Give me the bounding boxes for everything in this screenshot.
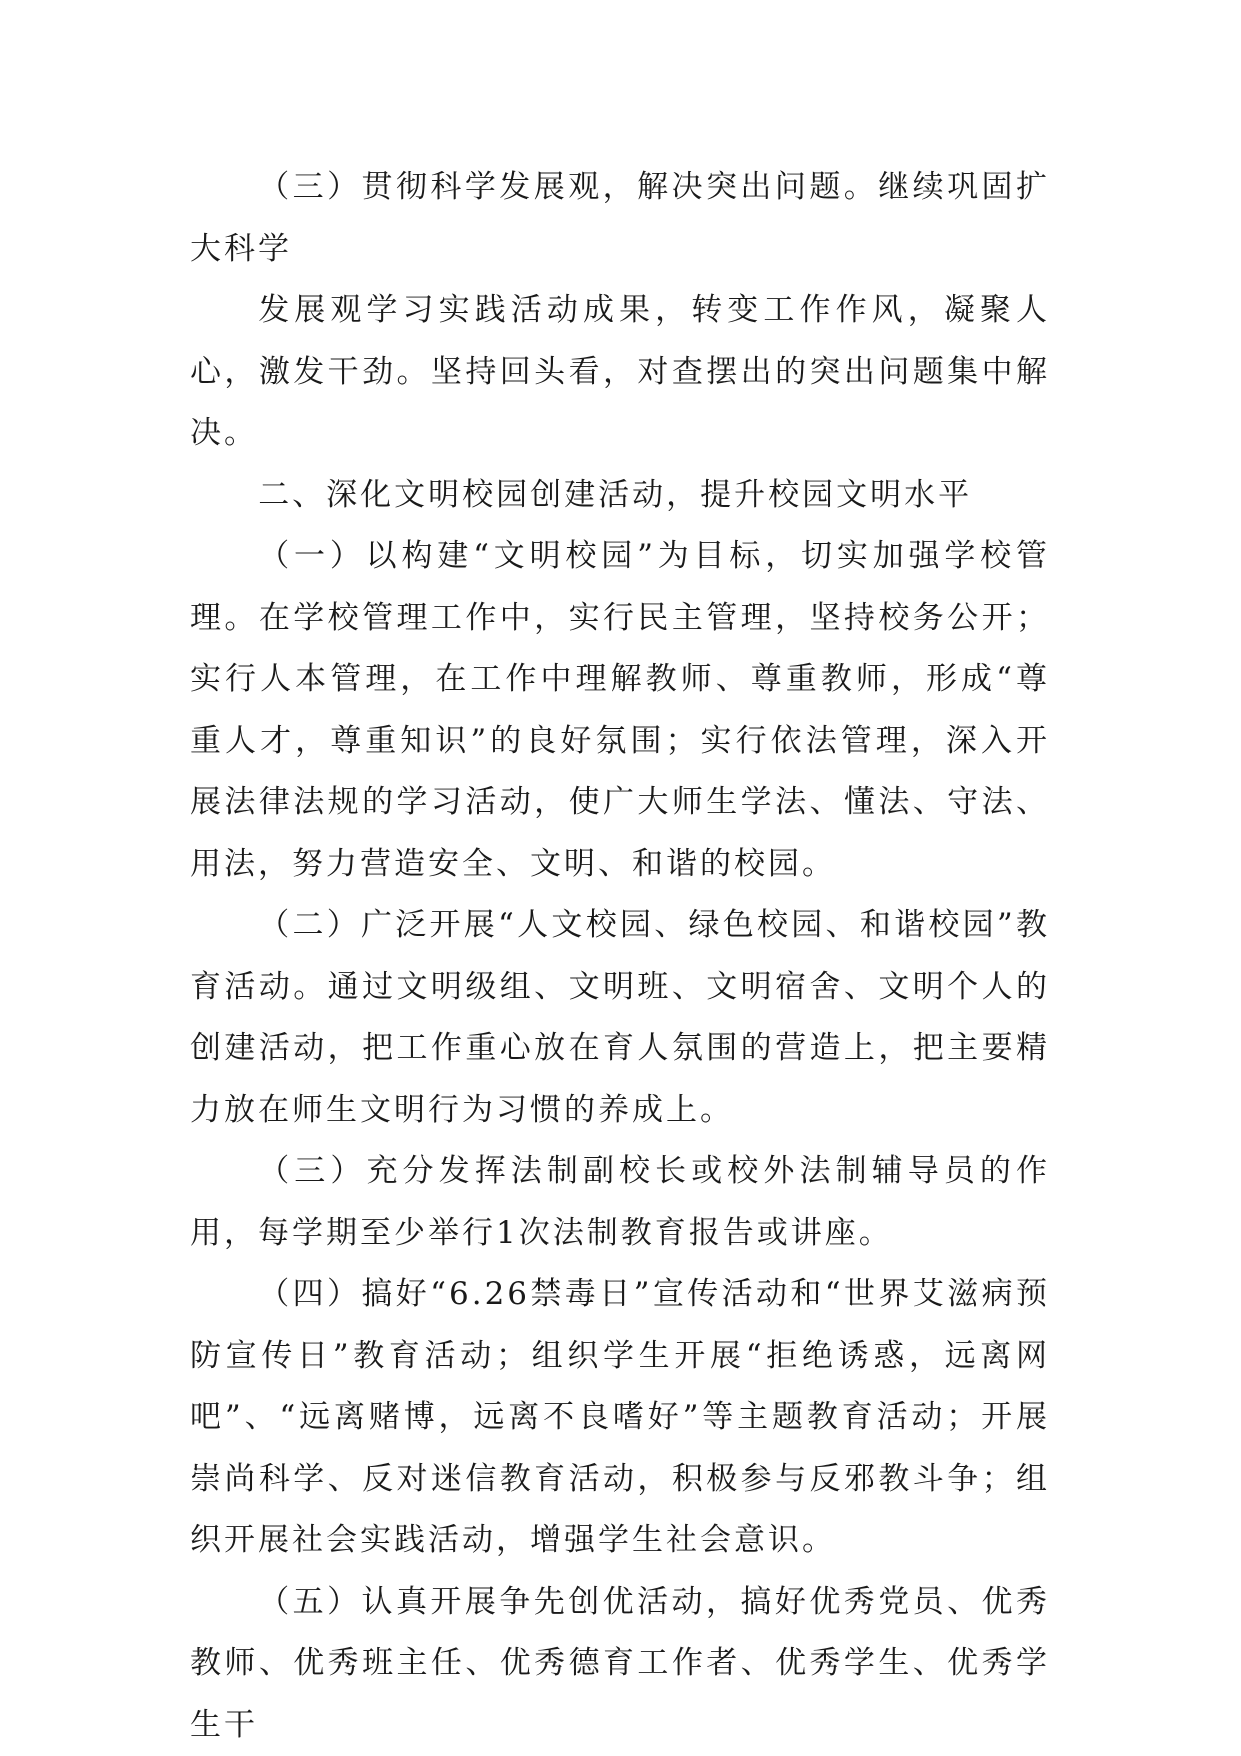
paragraph-section-3-body: 发展观学习实践活动成果，转变工作作风，凝聚人心，激发干劲。坚持回头看，对查摆出的突出问题集中解决。	[190, 280, 1050, 465]
paragraph-section-3-heading: （三）贯彻科学发展观，解决突出问题。继续巩固扩大科学	[190, 157, 1050, 280]
paragraph-item-4: （四）搞好“6.26禁毒日”宣传活动和“世界艾滋病预防宣传日”教育活动；组织学生开展“拒绝诱惑，远离网吧”、“远离赌博，远离不良嗜好”等主题教育活动；开展崇尚科学、反对迷信教育活动，积极参与反邪教斗争；组织开展社会实践活动，增强学生社会意识。	[190, 1264, 1050, 1572]
paragraph-item-1: （一）以构建“文明校园”为目标，切实加强学校管理。在学校管理工作中，实行民主管理，坚持校务公开；实行人本管理，在工作中理解教师、尊重教师，形成“尊重人才，尊重知识”的良好氛围；实行依法管理，深入开展法律法规的学习活动，使广大师生学法、懂法、守法、用法，努力营造安全、文明、和谐的校园。	[190, 526, 1050, 895]
paragraph-item-2: （二）广泛开展“人文校园、绿色校园、和谐校园”教育活动。通过文明级组、文明班、文明宿舍、文明个人的创建活动，把工作重心放在育人氛围的营造上，把主要精力放在师生文明行为习惯的养成上。	[190, 895, 1050, 1141]
paragraph-item-5: （五）认真开展争先创优活动，搞好优秀党员、优秀教师、优秀班主任、优秀德育工作者、优秀学生、优秀学生干	[190, 1572, 1050, 1756]
heading-part-2: 二、深化文明校园创建活动，提升校园文明水平	[190, 465, 1050, 527]
document-body	[190, 157, 1050, 1756]
paragraph-item-3: （三）充分发挥法制副校长或校外法制辅导员的作用，每学期至少举行1次法制教育报告或讲座。	[190, 1141, 1050, 1264]
